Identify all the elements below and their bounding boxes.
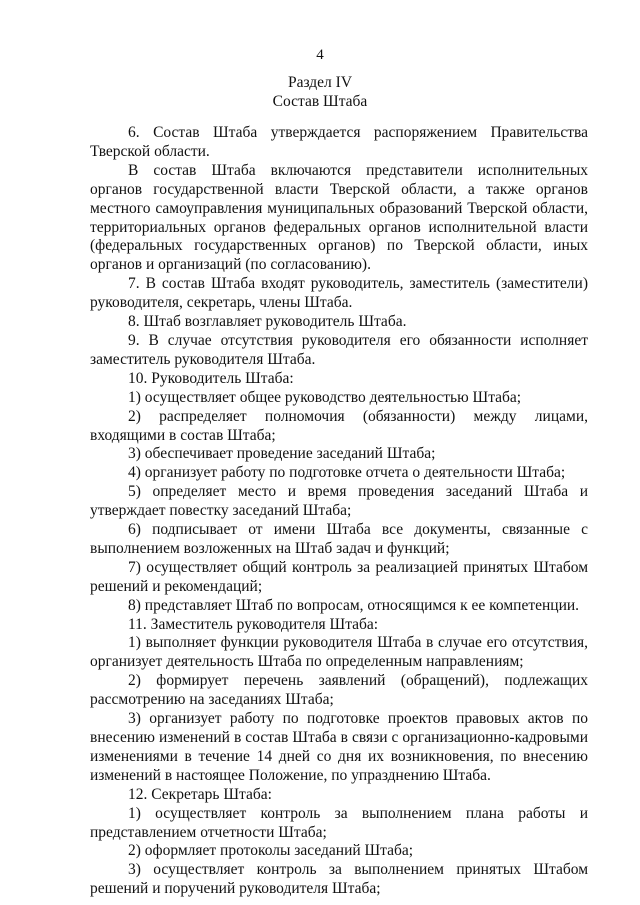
paragraph: 3) осуществляет контроль за выполнением принятых Штабом решений и поручений руководителя Штаба; <box>90 861 588 898</box>
paragraph: 11. Заместитель руководителя Штаба: <box>128 615 379 633</box>
paragraph: 9. В случае отсутствия руководителя его обязанности исполняет заместитель руководителя Штаба. <box>90 331 588 368</box>
paragraph: 6) подписывает от имени Штаба все документы, связанные с выполнением возложенных на Штаб задач и функций; <box>90 521 588 557</box>
paragraph: 1) осуществляет общее руководство деятельностью Штаба; <box>128 388 522 406</box>
paragraph: 8) представляет Штаб по вопросам, относящимся к ее компетенции. <box>128 596 580 614</box>
paragraph: 7) осуществляет общий контроль за реализацией принятых Штабом решений и рекомендаций; <box>90 558 588 595</box>
paragraph: В состав Штаба включаются представители исполнительных органов государственной власти Тверской области, а также органов местного самоуправления муниципальных образований Тверской области, территориальных органов федеральных органов исполнительной власти (федеральных государственных органов) по Тверской области, иных органов и организаций (по согласованию). <box>90 161 588 274</box>
paragraph: 3) обеспечивает проведение заседаний Штаба; <box>128 445 436 463</box>
paragraph: 10. Руководитель Штаба: <box>128 369 294 387</box>
section-label: Раздел IV <box>287 74 353 91</box>
paragraph: 1) осуществляет контроль за выполнением плана работы и представлением отчетности Штаба; <box>90 804 588 841</box>
body-text <box>90 124 588 899</box>
paragraph: 4) организует работу по подготовке отчета о деятельности Штаба; <box>128 464 566 482</box>
paragraph: 2) формирует перечень заявлений (обращений), подлежащих рассмотрению на заседаниях Штаба; <box>90 672 588 709</box>
paragraph: 3) организует работу по подготовке проектов правовых актов по внесению изменений в состав Штаба в связи с организационно-кадровыми изменениями в течение 14 дней со дня их возникновения, по внесению изменений в настоящее Положение, по упразднению Штаба. <box>90 710 588 784</box>
paragraph: 7. В состав Штаба входят руководитель, заместитель (заместители) руководителя, секретарь, члены Штаба. <box>90 275 588 312</box>
paragraph: 2) оформляет протоколы заседаний Штаба; <box>128 842 414 860</box>
page-number: 4 <box>316 47 324 63</box>
section-title: Состав Штаба <box>272 93 368 110</box>
paragraph: 12. Секретарь Штаба: <box>128 785 272 803</box>
paragraph: 1) выполняет функции руководителя Штаба в случае его отсутствия, организует деятельность Штаба по определенным направлениям; <box>90 634 588 671</box>
paragraph: 8. Штаб возглавляет руководитель Штаба. <box>128 313 407 331</box>
paragraph: 6. Состав Штаба утверждается распоряжением Правительства Тверской области. <box>90 124 588 160</box>
paragraph: 2) распределяет полномочия (обязанности) между лицами, входящими в состав Штаба; <box>90 407 588 444</box>
paragraph: 5) определяет место и время проведения заседаний Штаба и утверждает повестку заседаний Штаба; <box>90 483 588 520</box>
